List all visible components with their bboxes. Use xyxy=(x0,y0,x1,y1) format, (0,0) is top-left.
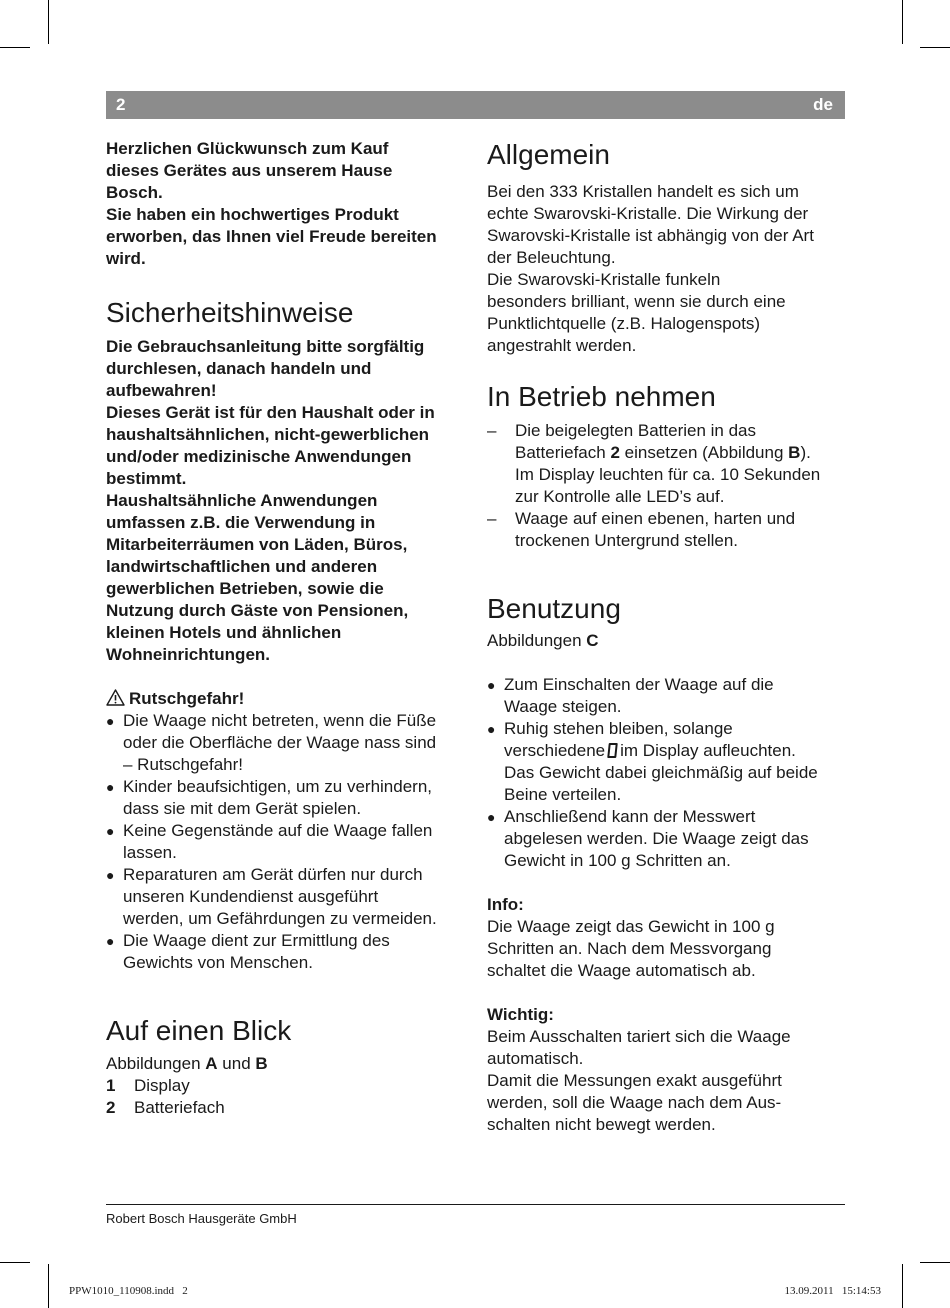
intro-line: Herzlichen Glückwunsch zum Kauf xyxy=(106,139,389,158)
display-segment-icon xyxy=(607,743,618,758)
list-item xyxy=(487,806,847,872)
general-line: angestrahlt werden. xyxy=(487,336,637,355)
safety-line: kleinen Hotels und ähnlichen xyxy=(106,623,342,642)
print-slug-file: PPW1010_110908.indd 2 xyxy=(69,1285,188,1297)
important-paragraph xyxy=(487,1026,847,1136)
safety-line: Dieses Gerät ist für den Haushalt oder in xyxy=(106,403,435,422)
list-item-line: Das Gewicht dabei gleichmäßig auf beide xyxy=(504,763,818,782)
crop-mark xyxy=(920,47,950,48)
info-line: Die Waage zeigt das Gewicht in 100 g xyxy=(487,917,775,936)
page-header-bar xyxy=(106,91,845,119)
overview-heading: Auf einen Blick xyxy=(106,1015,292,1046)
text-span: Batteriefach xyxy=(515,443,611,462)
general-line: Punktlichtquelle (z.B. Halogenspots) xyxy=(487,314,761,333)
list-item xyxy=(106,710,466,776)
list-item-line: Im Display leuchten für ca. 10 Sekunden xyxy=(515,465,821,484)
crop-mark xyxy=(48,1264,49,1308)
part-number: 2 xyxy=(106,1098,116,1117)
safety-line: Mitarbeiterräumen von Läden, Büros, xyxy=(106,535,408,554)
safety-line: durchlesen, danach handeln und xyxy=(106,359,372,378)
print-slug-timestamp: 13.09.2011 15:14:53 xyxy=(784,1285,881,1297)
list-item-line: – Rutschgefahr! xyxy=(123,755,244,774)
list-item xyxy=(106,1097,466,1119)
list-item xyxy=(106,930,466,974)
list-item-line: – Die beigelegten Batterien in das xyxy=(515,421,756,440)
important-line: automatisch. xyxy=(487,1049,584,1068)
list-item-line: ● Anschließend kann der Messwert xyxy=(504,807,756,826)
list-item-line: dass sie mit dem Gerät spielen. xyxy=(123,799,362,818)
usage-list xyxy=(487,674,847,872)
crop-mark xyxy=(0,1262,30,1263)
warning-list xyxy=(106,710,466,974)
startup-heading: In Betrieb nehmen xyxy=(487,381,716,412)
figure-ref-b: B xyxy=(788,443,801,462)
info-paragraph xyxy=(487,916,847,982)
part-number: 1 xyxy=(106,1076,116,1095)
list-item xyxy=(487,718,847,806)
text-span: ). xyxy=(800,443,811,462)
battery-compartment-ref: 2 xyxy=(610,443,620,462)
text-span: verschiedene xyxy=(504,741,606,760)
figures-prefix: Abbildungen xyxy=(487,631,582,650)
overview-figures xyxy=(106,1053,466,1075)
general-line: Die Swarovski-Kristalle funkeln xyxy=(487,270,721,289)
list-item-line: ● Keine Gegenstände auf die Waage fallen xyxy=(123,821,433,840)
info-title: Info: xyxy=(487,895,524,914)
safety-paragraph xyxy=(106,336,466,666)
page-number: 2 xyxy=(116,95,126,114)
info-line: Schritten an. Nach dem Messvorgang xyxy=(487,939,772,958)
list-item xyxy=(106,864,466,930)
intro-line: wird. xyxy=(106,249,146,268)
list-item-line: werden, um Gefährdungen zu vermeiden. xyxy=(123,909,437,928)
info-line: schaltet die Waage automatisch ab. xyxy=(487,961,756,980)
intro-paragraph xyxy=(106,138,466,270)
footer-company: Robert Bosch Hausgeräte GmbH xyxy=(106,1211,297,1226)
usage-figures xyxy=(487,630,847,652)
list-item-line: ● Reparaturen am Gerät dürfen nur durch xyxy=(123,865,423,884)
list-item-line: Gewichts von Menschen. xyxy=(123,953,313,972)
language-code: de xyxy=(813,95,833,114)
general-line: der Beleuchtung. xyxy=(487,248,616,267)
intro-line: dieses Gerätes aus unserem Hause xyxy=(106,161,393,180)
intro-line: Bosch. xyxy=(106,183,163,202)
safety-line: Die Gebrauchsanleitung bitte sorgfältig xyxy=(106,337,425,356)
text-span: einsetzen (Abbildung xyxy=(619,443,789,462)
figure-ref-a: A xyxy=(205,1054,218,1073)
crop-mark xyxy=(48,0,49,44)
list-item-line: Waage steigen. xyxy=(504,697,622,716)
safety-line: bestimmt. xyxy=(106,469,187,488)
and-word: und xyxy=(222,1054,251,1073)
footer-rule xyxy=(106,1204,845,1205)
safety-line: und/oder medizinische Anwendungen xyxy=(106,447,412,466)
general-line: echte Swarovski-Kristalle. Die Wirkung der xyxy=(487,204,809,223)
intro-line: erworben, das Ihnen viel Freude bereiten xyxy=(106,227,437,246)
list-item-line: – Waage auf einen ebenen, harten und xyxy=(515,509,796,528)
parts-list xyxy=(106,1075,466,1119)
list-item-line: ● Die Waage nicht betreten, wenn die Füße xyxy=(123,711,437,730)
general-heading: Allgemein xyxy=(487,139,610,170)
general-line: Swarovski-Kristalle ist abhängig von der Art xyxy=(487,226,814,245)
list-item-line: ● Ruhig stehen bleiben, solange xyxy=(504,719,733,738)
list-item-line: oder die Oberfläche der Waage nass sind xyxy=(123,733,437,752)
safety-line: gewerblichen Betrieben, sowie die xyxy=(106,579,384,598)
important-line: Damit die Messungen exakt ausgeführt xyxy=(487,1071,782,1090)
figure-ref-b: B xyxy=(255,1054,268,1073)
crop-mark xyxy=(902,1264,903,1308)
part-label: Display xyxy=(134,1076,190,1095)
list-item-line: abgelesen werden. Die Waage zeigt das xyxy=(504,829,809,848)
right-column xyxy=(487,138,847,1136)
list-item xyxy=(106,820,466,864)
safety-line: haushaltsähnlichen, nicht-gewerblichen xyxy=(106,425,430,444)
list-item xyxy=(487,674,847,718)
important-line: Beim Ausschalten tariert sich die Waage xyxy=(487,1027,791,1046)
list-item-line: trockenen Untergrund stellen. xyxy=(515,531,739,550)
list-item-line: Beine verteilen. xyxy=(504,785,622,804)
important-title: Wichtig: xyxy=(487,1005,554,1024)
text-span: im Display aufleuchten. xyxy=(620,741,796,760)
general-line: besonders brilliant, wenn sie durch eine xyxy=(487,292,786,311)
list-item-line xyxy=(504,740,847,762)
crop-mark xyxy=(920,1262,950,1263)
important-line: schalten nicht bewegt werden. xyxy=(487,1115,716,1134)
figure-ref-c: C xyxy=(586,631,599,650)
list-item xyxy=(487,420,847,508)
crop-mark xyxy=(0,47,30,48)
list-item xyxy=(106,1075,466,1097)
slip-warning-title xyxy=(106,688,466,710)
list-item-line: ● Kinder beaufsichtigen, um zu verhindern, xyxy=(123,777,433,796)
left-column xyxy=(106,138,466,1119)
list-item-line: ● Zum Einschalten der Waage auf die xyxy=(504,675,774,694)
crop-mark xyxy=(902,0,903,44)
general-paragraph xyxy=(487,181,847,357)
warning-triangle-icon xyxy=(106,689,125,706)
list-item xyxy=(106,776,466,820)
safety-line: Nutzung durch Gäste von Pensionen, xyxy=(106,601,409,620)
list-item-line: ● Die Waage dient zur Ermittlung des xyxy=(123,931,390,950)
safety-line: Haushaltsähnliche Anwendungen xyxy=(106,491,378,510)
list-item-line: zur Kontrolle alle LED’s auf. xyxy=(515,487,725,506)
safety-heading: Sicherheitshinweise xyxy=(106,297,354,328)
safety-line: umfassen z.B. die Verwendung in xyxy=(106,513,376,532)
figures-prefix: Abbildungen xyxy=(106,1054,201,1073)
slip-warning-label: Rutschgefahr! xyxy=(129,689,245,708)
list-item-line: lassen. xyxy=(123,843,177,862)
startup-list xyxy=(487,420,847,552)
part-label: Batteriefach xyxy=(134,1098,225,1117)
list-item-line: unseren Kundendienst ausgeführt xyxy=(123,887,379,906)
usage-heading: Benutzung xyxy=(487,593,621,624)
safety-line: landwirtschaftlichen und anderen xyxy=(106,557,378,576)
safety-line: aufbewahren! xyxy=(106,381,217,400)
list-item xyxy=(487,508,847,552)
list-item-line: Gewicht in 100 g Schritten an. xyxy=(504,851,731,870)
safety-line: Wohneinrichtungen. xyxy=(106,645,271,664)
general-line: Bei den 333 Kristallen handelt es sich um xyxy=(487,182,799,201)
list-item-line xyxy=(515,442,847,464)
important-line: werden, soll die Waage nach dem Aus- xyxy=(487,1093,782,1112)
intro-line: Sie haben ein hochwertiges Produkt xyxy=(106,205,399,224)
